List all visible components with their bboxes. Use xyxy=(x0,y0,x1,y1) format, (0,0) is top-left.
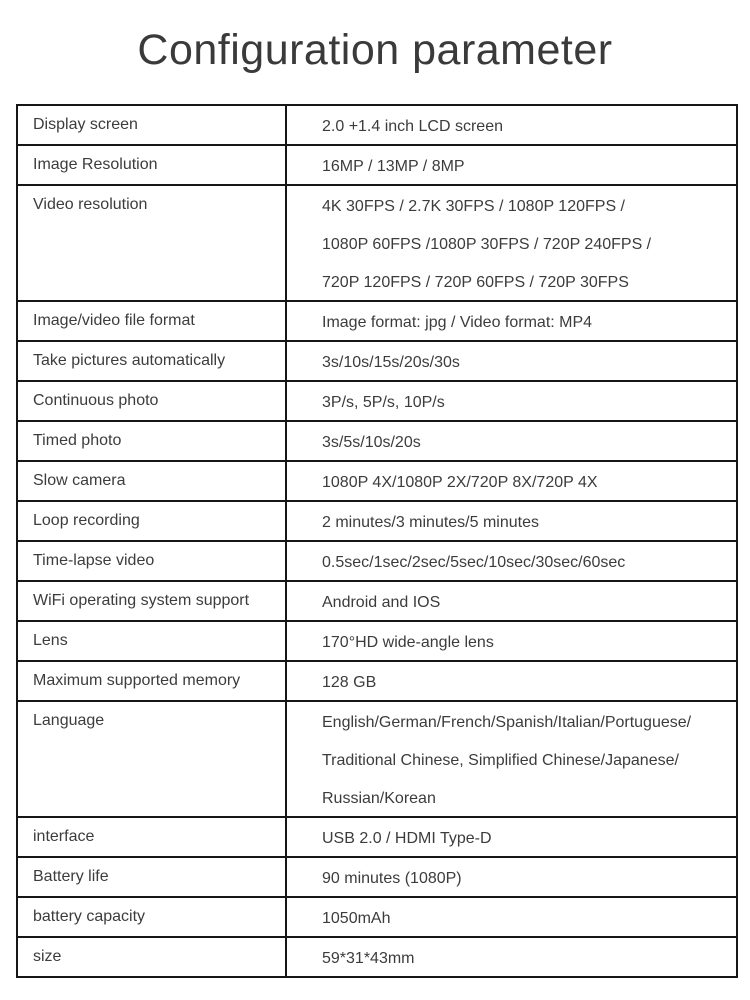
spec-label: WiFi operating system support xyxy=(18,582,287,620)
table-row xyxy=(18,542,736,582)
spec-value-line: Traditional Chinese, Simplified Chinese/Japanese/ xyxy=(322,752,679,770)
table-row xyxy=(18,106,736,146)
table-row xyxy=(18,502,736,542)
spec-label: Continuous photo xyxy=(18,382,287,420)
table-row xyxy=(18,342,736,382)
spec-label: Time-lapse video xyxy=(18,542,287,580)
spec-label: Lens xyxy=(18,622,287,660)
table-row xyxy=(18,702,736,818)
spec-value: Image format: jpg / Video format: MP4 xyxy=(322,314,593,332)
page-title: Configuration parameter xyxy=(137,26,613,74)
spec-value xyxy=(287,704,736,818)
table-row xyxy=(18,382,736,422)
spec-value-line: 720P 120FPS / 720P 60FPS / 720P 30FPS xyxy=(322,274,629,292)
table-row xyxy=(18,186,736,302)
spec-value: 1050mAh xyxy=(322,910,391,928)
spec-value: USB 2.0 / HDMI Type-D xyxy=(322,830,492,848)
spec-label: interface xyxy=(18,818,287,856)
spec-label: Maximum supported memory xyxy=(18,662,287,700)
spec-value-line: English/German/French/Spanish/Italian/Portuguese/ xyxy=(322,714,692,732)
table-row xyxy=(18,858,736,898)
spec-value-line: 1080P 60FPS /1080P 30FPS / 720P 240FPS / xyxy=(322,236,652,254)
spec-value: 3P/s, 5P/s, 10P/s xyxy=(322,394,445,412)
spec-value xyxy=(287,188,736,302)
table-row xyxy=(18,146,736,186)
spec-label: Language xyxy=(18,702,287,816)
spec-value: 16MP / 13MP / 8MP xyxy=(322,158,465,176)
spec-value: 170°HD wide-angle lens xyxy=(322,634,494,652)
spec-label: battery capacity xyxy=(18,898,287,936)
table-row xyxy=(18,938,736,976)
spec-label: Display screen xyxy=(18,106,287,144)
spec-label: Loop recording xyxy=(18,502,287,540)
table-row xyxy=(18,582,736,622)
table-row xyxy=(18,462,736,502)
table-row xyxy=(18,302,736,342)
spec-value: 128 GB xyxy=(322,674,377,692)
table-row xyxy=(18,818,736,858)
spec-label: size xyxy=(18,938,287,976)
spec-value: Android and IOS xyxy=(322,594,441,612)
spec-value: 3s/5s/10s/20s xyxy=(322,434,421,452)
spec-value-line: 4K 30FPS / 2.7K 30FPS / 1080P 120FPS / xyxy=(322,198,625,216)
table-row xyxy=(18,622,736,662)
spec-table xyxy=(16,104,738,978)
spec-label: Image/video file format xyxy=(18,302,287,340)
spec-label: Timed photo xyxy=(18,422,287,460)
spec-value: 59*31*43mm xyxy=(322,950,415,968)
spec-value: 2 minutes/3 minutes/5 minutes xyxy=(322,514,539,532)
spec-label: Slow camera xyxy=(18,462,287,500)
spec-label: Image Resolution xyxy=(18,146,287,184)
spec-value: 1080P 4X/1080P 2X/720P 8X/720P 4X xyxy=(322,474,598,492)
spec-label: Battery life xyxy=(18,858,287,896)
table-row xyxy=(18,898,736,938)
spec-label: Take pictures automatically xyxy=(18,342,287,380)
spec-value: 2.0 +1.4 inch LCD screen xyxy=(322,118,503,136)
spec-label: Video resolution xyxy=(18,186,287,300)
spec-value: 3s/10s/15s/20s/30s xyxy=(322,354,460,372)
table-row xyxy=(18,662,736,702)
spec-value: 90 minutes (1080P) xyxy=(322,870,462,888)
spec-value: 0.5sec/1sec/2sec/5sec/10sec/30sec/60sec xyxy=(322,554,626,572)
table-row xyxy=(18,422,736,462)
spec-value-line: Russian/Korean xyxy=(322,790,436,808)
